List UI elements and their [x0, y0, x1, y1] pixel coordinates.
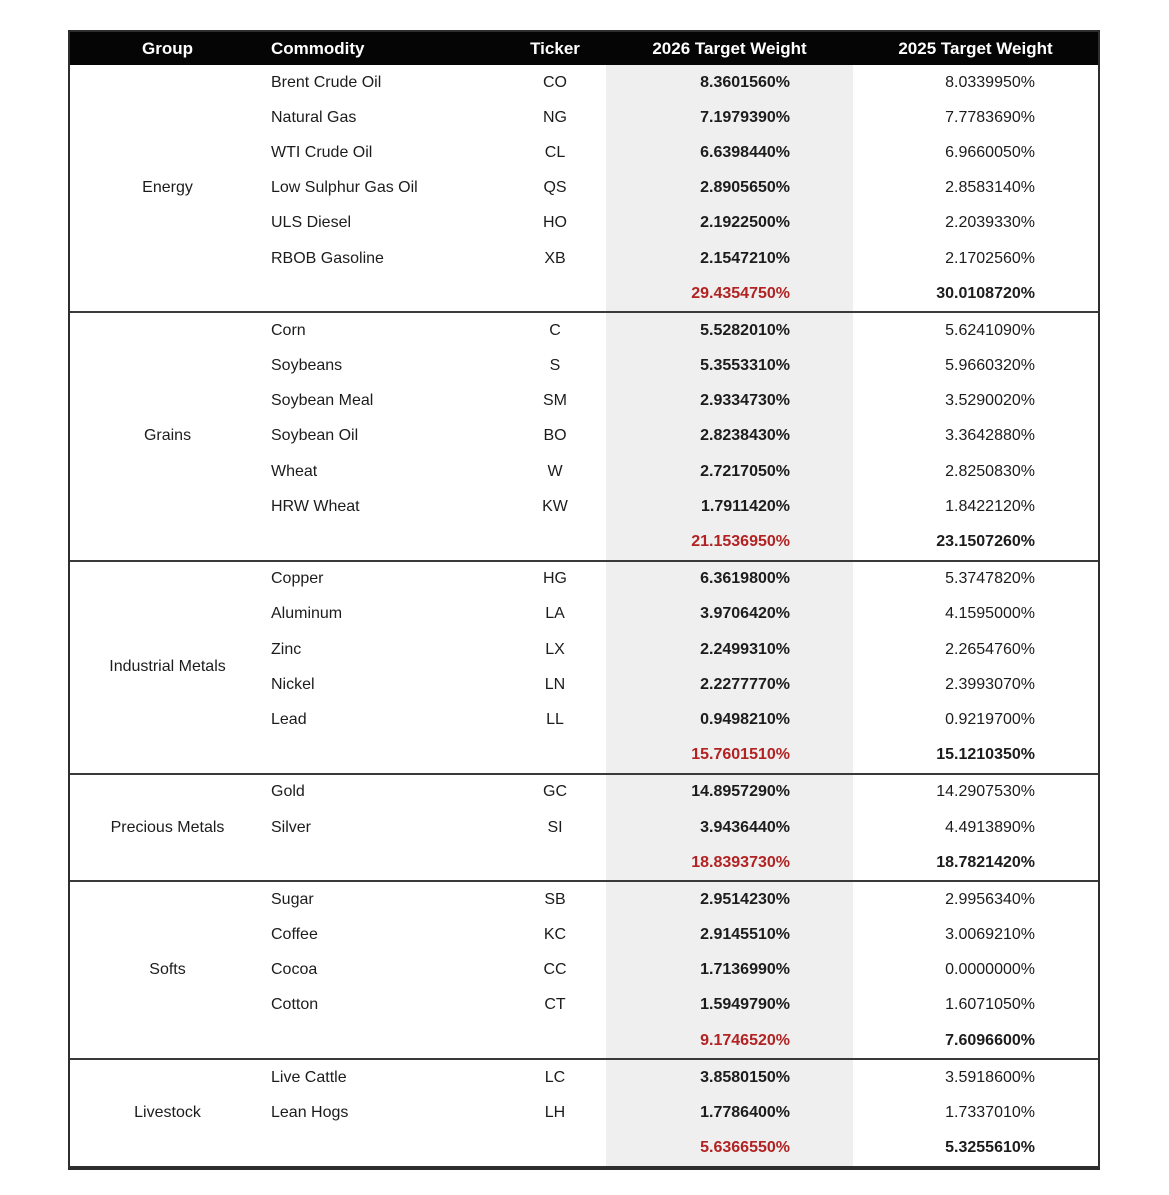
commodity-name: Corn	[271, 321, 306, 339]
weight-2025-value: 1.6071050%	[945, 996, 1035, 1014]
weight-2025-value: 5.9660320%	[945, 357, 1035, 375]
weight-2026-value: 0.9498210%	[606, 702, 853, 737]
weight-2025-value: 8.0339950%	[945, 73, 1035, 91]
weight-2025-value: 0.0000000%	[945, 961, 1035, 979]
subtotal-2025-value: 5.3255610%	[945, 1139, 1035, 1157]
weight-2026-value: 3.8580150%	[606, 1060, 853, 1095]
commodity-name: Coffee	[271, 926, 318, 944]
subtotal-2026-value: 29.4354750%	[606, 276, 853, 311]
group-section-energy	[70, 65, 1098, 311]
commodity-name: Brent Crude Oil	[271, 73, 382, 91]
group-label: Livestock	[134, 1104, 201, 1122]
weight-2025-value: 5.6241090%	[945, 321, 1035, 339]
weight-2025-value: 6.9660050%	[945, 143, 1035, 161]
group-section-softs	[70, 880, 1098, 1058]
commodity-name: Aluminum	[271, 605, 343, 623]
subtotal-2026-value: 18.8393730%	[606, 845, 853, 880]
weight-2025-value: 7.7783690%	[945, 108, 1035, 126]
weight-2026-value: 2.2277770%	[606, 667, 853, 702]
commodity-name: Wheat	[271, 462, 318, 480]
group-label: Precious Metals	[110, 818, 225, 836]
weight-2025-value: 0.9219700%	[945, 710, 1035, 728]
weight-2025-value: 2.8583140%	[945, 179, 1035, 197]
ticker-code: HG	[543, 570, 567, 588]
commodity-name: Silver	[271, 818, 312, 836]
col-header-ticker: Ticker	[530, 38, 580, 58]
weight-2026-value: 1.7136990%	[606, 953, 853, 988]
weight-2026-value: 7.1979390%	[606, 100, 853, 135]
commodity-name: Sugar	[271, 890, 314, 908]
group-section-grains	[70, 311, 1098, 559]
col-header-group: Group	[142, 38, 193, 58]
subtotal-2026-value: 9.1746520%	[606, 1023, 853, 1058]
ticker-code: W	[547, 462, 563, 480]
weight-2026-value: 2.9514230%	[606, 882, 853, 917]
ticker-code: SI	[547, 818, 563, 836]
commodity-name: Gold	[271, 783, 305, 801]
weight-2026-value: 2.1922500%	[606, 206, 853, 241]
ticker-code: NG	[543, 108, 567, 126]
commodity-name: WTI Crude Oil	[271, 143, 373, 161]
weight-2026-value: 2.8905650%	[606, 171, 853, 206]
commodity-name: Low Sulphur Gas Oil	[271, 179, 418, 197]
weight-2026-value: 3.9436440%	[606, 810, 853, 845]
ticker-code: LH	[544, 1104, 566, 1122]
commodity-name: Soybeans	[271, 357, 343, 375]
commodity-name: Zinc	[271, 640, 302, 658]
commodity-name: Nickel	[271, 675, 315, 693]
group-section-precious-metals	[70, 773, 1098, 881]
ticker-code: KC	[543, 926, 567, 944]
subtotal-2026-value: 21.1536950%	[606, 524, 853, 559]
commodity-name: Natural Gas	[271, 108, 357, 126]
weight-2025-value: 2.2039330%	[945, 214, 1035, 232]
ticker-code: HO	[543, 214, 567, 232]
weight-2025-value: 2.2654760%	[945, 640, 1035, 658]
subtotal-2026-value: 15.7601510%	[606, 738, 853, 773]
weight-2025-value: 2.3993070%	[945, 675, 1035, 693]
weight-2025-value: 3.0069210%	[945, 926, 1035, 944]
ticker-code: XB	[544, 249, 566, 267]
weight-2026-value: 5.5282010%	[606, 313, 853, 348]
ticker-code: CL	[544, 143, 566, 161]
table-header-row	[70, 32, 1098, 65]
weight-2026-value: 2.1547210%	[606, 241, 853, 276]
ticker-code: CO	[543, 73, 567, 91]
ticker-code: LN	[544, 675, 566, 693]
commodity-name: Lead	[271, 710, 307, 728]
commodity-name: Cotton	[271, 996, 319, 1014]
ticker-code: BO	[543, 427, 567, 445]
commodity-name: Soybean Meal	[271, 392, 374, 410]
weight-2026-value: 1.7911420%	[606, 489, 853, 524]
group-label: Softs	[149, 961, 186, 979]
group-section-industrial-metals	[70, 560, 1098, 773]
weight-2026-value: 2.2499310%	[606, 632, 853, 667]
commodity-name: RBOB Gasoline	[271, 249, 384, 267]
weight-2026-value: 1.5949790%	[606, 988, 853, 1023]
weight-2025-value: 3.3642880%	[945, 427, 1035, 445]
group-label: Energy	[142, 179, 193, 197]
weight-2025-value: 3.5918600%	[945, 1068, 1035, 1086]
ticker-code: LC	[544, 1068, 566, 1086]
commodity-weights-table	[68, 30, 1100, 1170]
weight-2026-value: 2.9145510%	[606, 918, 853, 953]
weight-2026-value: 2.9334730%	[606, 384, 853, 419]
col-header-2025-target-weight: 2025 Target Weight	[898, 38, 1053, 58]
ticker-code: CC	[543, 961, 567, 979]
table-body	[70, 65, 1098, 1166]
weight-2026-value: 6.6398440%	[606, 135, 853, 170]
ticker-code: C	[549, 321, 561, 339]
subtotal-2025-value: 23.1507260%	[936, 533, 1035, 551]
col-header-commodity: Commodity	[271, 38, 365, 58]
commodity-name: HRW Wheat	[271, 497, 360, 515]
commodity-name: Cocoa	[271, 961, 318, 979]
commodity-name: Soybean Oil	[271, 427, 359, 445]
group-label: Grains	[143, 427, 192, 445]
weight-2026-value: 6.3619800%	[606, 562, 853, 597]
ticker-code: KW	[542, 497, 568, 515]
commodity-name: Lean Hogs	[271, 1104, 349, 1122]
ticker-code: LL	[546, 710, 564, 728]
ticker-code: S	[549, 357, 561, 375]
weight-2025-value: 2.9956340%	[945, 890, 1035, 908]
weight-2026-value: 14.8957290%	[606, 775, 853, 810]
subtotal-2026-value: 5.6366550%	[606, 1131, 853, 1166]
weight-2026-value: 2.8238430%	[606, 419, 853, 454]
subtotal-2025-value: 15.1210350%	[936, 746, 1035, 764]
weight-2025-value: 3.5290020%	[945, 392, 1035, 410]
weight-2025-value: 2.1702560%	[945, 249, 1035, 267]
commodity-name: Copper	[271, 570, 324, 588]
weight-2026-value: 5.3553310%	[606, 349, 853, 384]
commodity-name: ULS Diesel	[271, 214, 352, 232]
ticker-code: LX	[545, 640, 565, 658]
commodity-name: Live Cattle	[271, 1068, 347, 1086]
ticker-code: SM	[543, 392, 567, 410]
weight-2025-value: 1.7337010%	[945, 1104, 1035, 1122]
weight-2025-value: 14.2907530%	[936, 783, 1035, 801]
weight-2025-value: 4.1595000%	[945, 605, 1035, 623]
ticker-code: SB	[544, 890, 566, 908]
ticker-code: GC	[543, 783, 567, 801]
subtotal-2025-value: 18.7821420%	[936, 853, 1035, 871]
weight-2025-value: 4.4913890%	[945, 818, 1035, 836]
weight-2026-value: 8.3601560%	[606, 65, 853, 100]
ticker-code: QS	[543, 179, 567, 197]
subtotal-2025-value: 7.6096600%	[945, 1031, 1035, 1049]
weight-2026-value: 2.7217050%	[606, 454, 853, 489]
weight-2026-value: 3.9706420%	[606, 597, 853, 632]
ticker-code: LA	[545, 605, 565, 623]
col-header-2026-target-weight: 2026 Target Weight	[652, 38, 807, 58]
group-section-livestock	[70, 1058, 1098, 1166]
weight-2025-value: 5.3747820%	[945, 570, 1035, 588]
subtotal-2025-value: 30.0108720%	[936, 284, 1035, 302]
ticker-code: CT	[544, 996, 566, 1014]
weight-2025-value: 2.8250830%	[945, 462, 1035, 480]
weight-2026-value: 1.7786400%	[606, 1095, 853, 1130]
group-label: Industrial Metals	[109, 658, 226, 676]
weight-2025-value: 1.8422120%	[945, 497, 1035, 515]
